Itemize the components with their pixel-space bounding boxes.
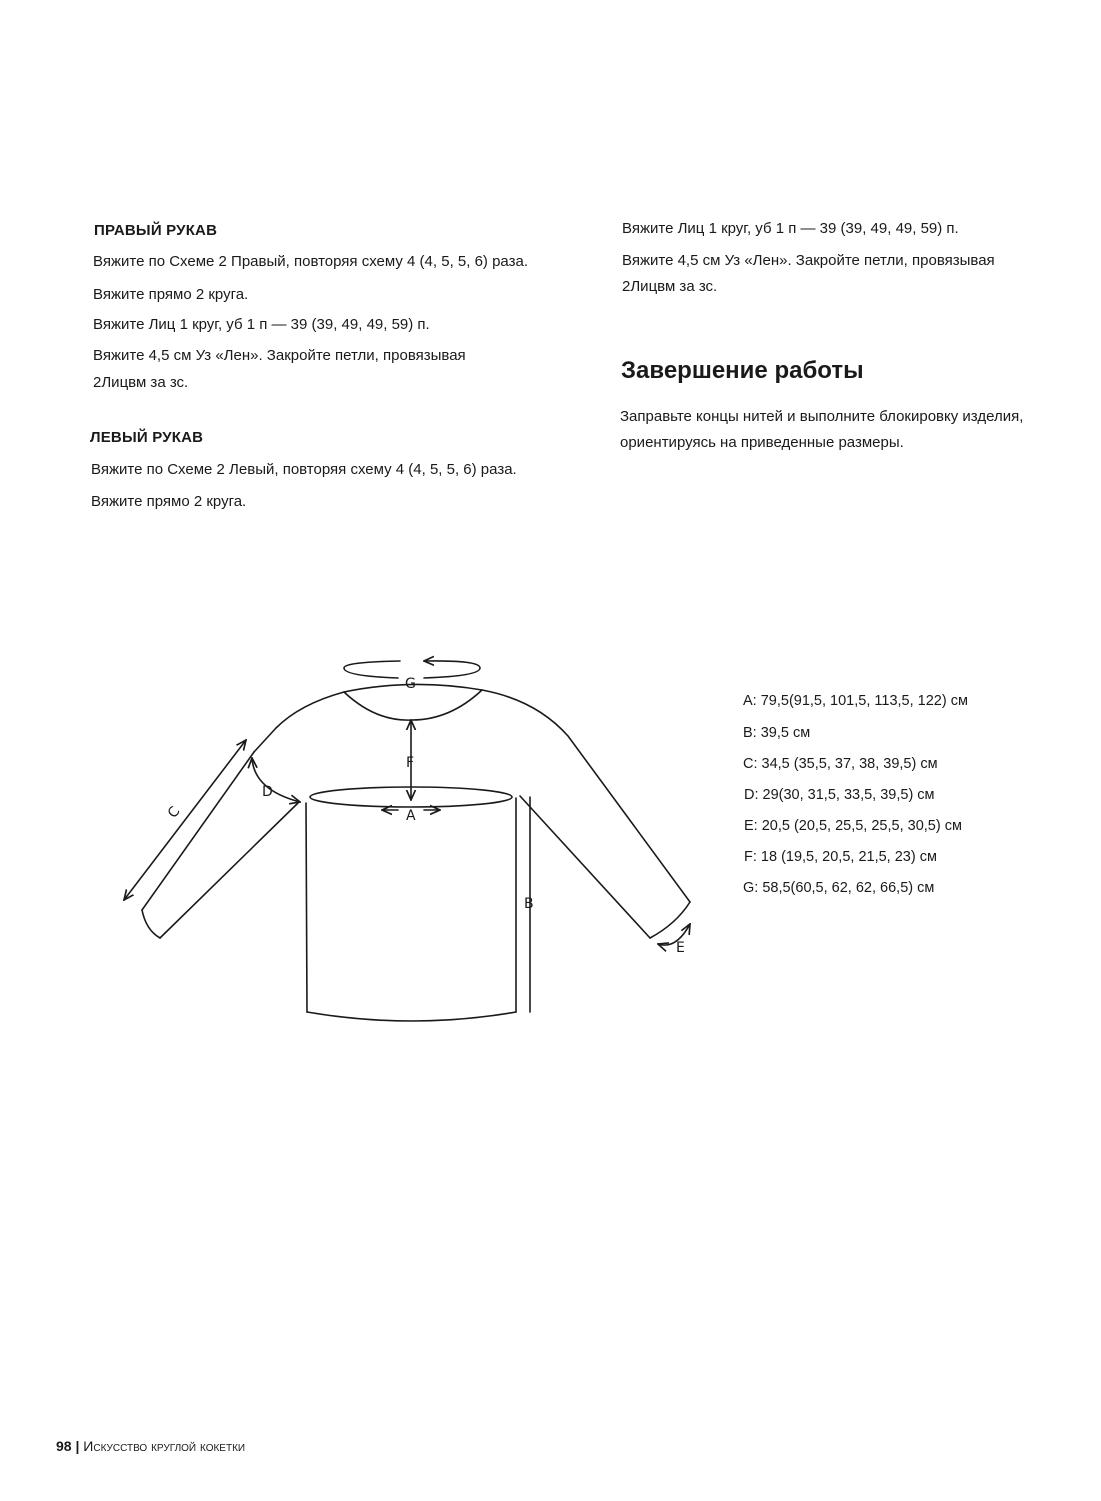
finishing-heading: Завершение работы (621, 357, 864, 384)
label-e: E (676, 940, 685, 956)
continuation-line-1: Вяжите Лиц 1 круг, уб 1 п — 39 (39, 49, 49, 59) п. (622, 220, 959, 237)
finishing-line-1: Заправьте концы нитей и выполните блокировку изделия, (620, 408, 1024, 425)
right-shoulder (482, 690, 690, 902)
footer-separator: | (75, 1438, 80, 1454)
measurement-c: C: 34,5 (35,5, 37, 38, 39,5) см (743, 756, 938, 772)
upper-arm-arrow (252, 758, 300, 802)
left-sleeve-cuff (142, 910, 160, 938)
continuation-line-3: 2Лицвм за зс. (622, 278, 718, 295)
label-b: B (524, 896, 534, 912)
left-sleeve-line-2: Вяжите прямо 2 круга. (91, 493, 247, 510)
label-g: G (405, 676, 416, 692)
left-sleeve-outer (142, 752, 254, 910)
book-title: Искусство круглой кокетки (83, 1438, 246, 1454)
label-c: C (164, 803, 184, 822)
right-sleeve-line-5: 2Лицвм за зс. (93, 374, 189, 391)
measurement-f: F: 18 (19,5, 20,5, 21,5, 23) см (744, 849, 937, 865)
measurement-a: A: 79,5(91,5, 101,5, 113,5, 122) см (743, 693, 968, 709)
measurement-b: B: 39,5 см (743, 725, 811, 741)
left-sleeve-line-1: Вяжите по Схеме 2 Левый, повторяя схему 4 (4, 5, 5, 6) раза. (91, 461, 517, 478)
cuff-arrow (658, 924, 690, 945)
right-sleeve-line-1: Вяжите по Схеме 2 Правый, повторяя схему 4 (4, 5, 5, 6) раза. (93, 253, 528, 270)
measurement-g: G: 58,5(60,5, 62, 62, 66,5) см (743, 880, 935, 896)
left-shoulder (254, 692, 344, 752)
body-left-side (306, 803, 307, 1012)
continuation-line-2: Вяжите 4,5 см Уз «Лен». Закройте петли, провязывая (622, 252, 995, 269)
label-a: A (406, 808, 416, 824)
right-sleeve-line-4: Вяжите 4,5 см Уз «Лен». Закройте петли, провязывая (93, 347, 466, 364)
right-sleeve-inner (520, 796, 650, 938)
measurement-e: E: 20,5 (20,5, 25,5, 25,5, 30,5) см (744, 818, 962, 834)
page-footer (56, 1438, 245, 1454)
neckline-front (344, 690, 482, 720)
left-sleeve-inner (160, 803, 298, 938)
right-sleeve-heading: ПРАВЫЙ РУКАВ (94, 222, 218, 239)
label-d: D (262, 784, 273, 800)
sleeve-length-arrow (124, 740, 246, 900)
body-hem (307, 1012, 516, 1021)
right-sleeve-line-3: Вяжите Лиц 1 круг, уб 1 п — 39 (39, 49, 49, 59) п. (93, 316, 430, 333)
right-sleeve-line-2: Вяжите прямо 2 круга. (93, 286, 249, 303)
left-sleeve-heading: ЛЕВЫЙ РУКАВ (90, 429, 204, 446)
finishing-line-2: ориентируясь на приведенные размеры. (620, 434, 904, 451)
label-f: F (406, 755, 415, 771)
measurement-d: D: 29(30, 31,5, 33,5, 39,5) см (744, 787, 935, 803)
page-number: 98 (56, 1438, 72, 1454)
